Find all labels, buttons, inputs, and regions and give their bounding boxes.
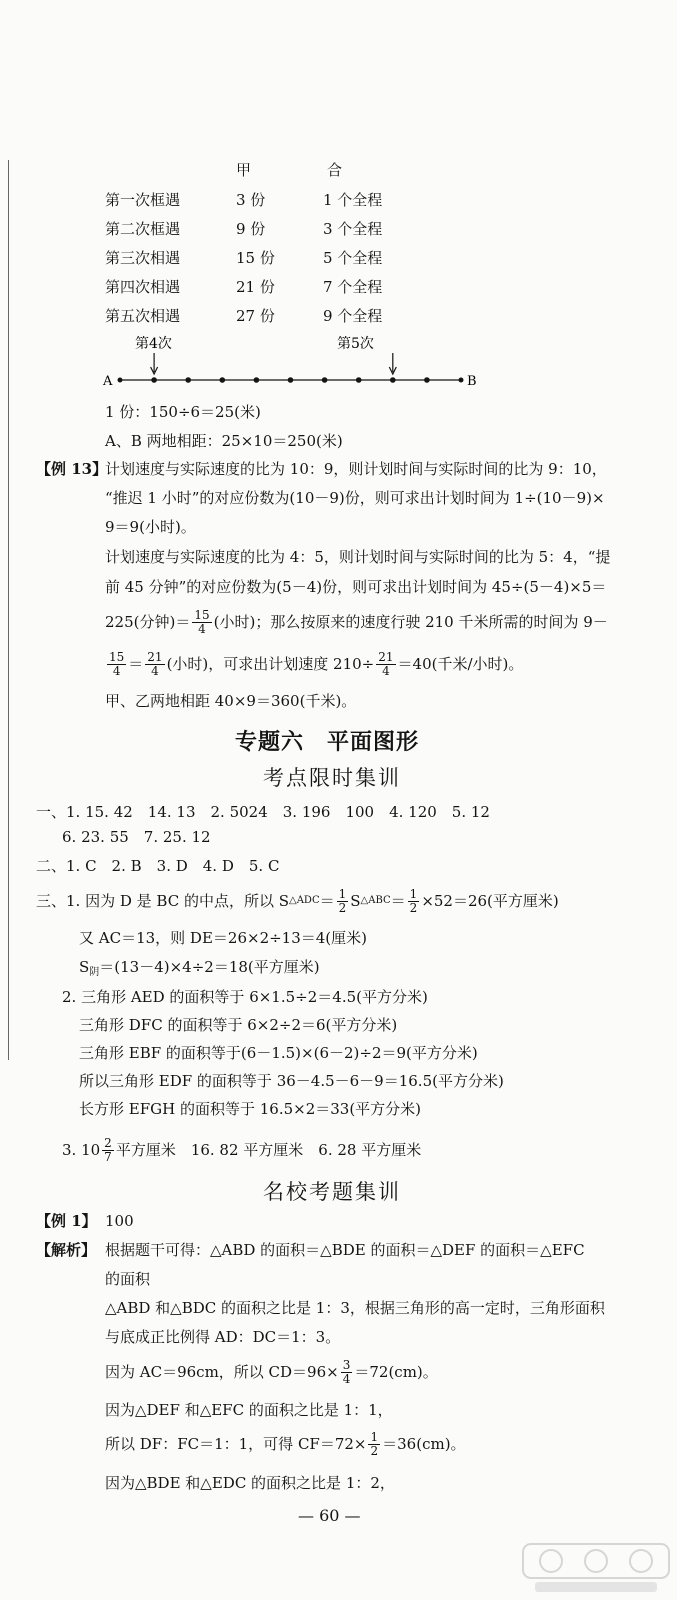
answer-line: 所以三角形 EDF 的面积等于 36－4.5－6－9＝16.5(平方分米) [79,1072,504,1090]
text-segment: ＝ [390,892,406,910]
numerator: 3 [342,1357,351,1372]
text-segment: ＝ [319,892,335,910]
table-row-label: 第二次框遇 [105,220,181,238]
fraction-3-4 [341,1359,353,1386]
fraction-15-4 [107,651,126,678]
table-cell: 15 份 [236,249,275,267]
subsection-title: 考点限时集训 [263,766,401,790]
table-cell: 9 个全程 [323,307,383,325]
section-title: 专题六 平面图形 [235,729,420,755]
answer-line [36,884,559,918]
table-header-jia: 甲 [236,161,252,179]
text-line: 9＝9(小时)。 [105,518,196,536]
denominator: 2 [338,900,347,915]
number-line-dot [220,377,226,383]
table-cell: 7 个全程 [323,278,383,296]
number-line-dot [118,378,123,383]
text-segment: 平方厘米 16. 82 平方厘米 6. 28 平方厘米 [115,1141,422,1159]
subsection-title: 名校考题集训 [263,1180,401,1204]
answer-line: 三角形 EBF 的面积等于(6－1.5)×(6－2)÷2＝9(平方分米) [79,1044,478,1062]
table-cell: 9 份 [236,220,266,238]
text-line: 因为△BDE 和△EDC 的面积之比是 1：2， [105,1474,395,1492]
numerator: 21 [147,649,163,664]
answer-line: 一、1. 15. 42 14. 13 2. 5024 3. 196 100 4. 120 5. 12 [36,803,490,821]
answer-line: 又 AC＝13，则 DE＝26×2÷13＝4(厘米) [79,929,368,947]
number-line-dot [390,377,396,383]
meeting-diagram [100,334,500,394]
watermark-logo [521,1540,671,1596]
number-line-dot [185,377,191,383]
text-segment: S [79,958,90,976]
text-line: “推迟 1 小时”的对应份数为(10－9)份，则可求出计划时间为 1÷(10－9)× [105,489,605,507]
mark-4-label: 第4次 [135,336,172,352]
denominator: 4 [112,663,121,678]
number-line-dot [254,377,260,383]
table-row-label: 第一次框遇 [105,191,181,209]
number-line-dot [459,378,464,383]
denominator: 2 [370,1443,379,1458]
text-segment: S [350,892,361,910]
numerator: 15 [194,607,210,622]
answer-line: 二、1. C 2. B 3. D 4. D 5. C [36,857,280,875]
answer-line: 2. 三角形 AED 的面积等于 6×1.5÷2＝4.5(平方分米) [62,988,428,1006]
text-segment: 三、1. 因为 D 是 BC 的中点，所以 S [36,892,290,910]
number-line-dot [288,377,294,383]
answer-line [62,1134,421,1166]
answer-line: 6. 23. 55 7. 25. 12 [62,828,211,846]
text-line [105,1428,466,1460]
fraction-21-4 [376,651,395,678]
numerator: 15 [109,649,125,664]
table-cell: 1 个全程 [323,191,383,209]
denominator: 4 [198,621,206,636]
fraction-21-4 [145,651,164,678]
table-cell: 27 份 [236,307,275,325]
table-cell: 21 份 [236,278,275,296]
text-line: A、B 两地相距：25×10＝250(米) [105,432,343,450]
numerator: 1 [370,1429,379,1444]
denominator: 4 [151,663,159,678]
answer-line: 长方形 EFGH 的面积等于 16.5×2＝33(平方分米) [79,1100,422,1118]
number-line-dot [322,377,328,383]
denominator: 4 [382,663,390,678]
answer-line [79,957,320,983]
text-line: 计划速度与实际速度的比为 10：9，则计划时间与实际时间的比为 9：10， [105,460,607,478]
text-line: 1 份：150÷6＝25(米) [105,403,261,421]
table-header-he: 合 [327,161,343,179]
example-13-tag: 【例 13】 [36,460,108,478]
text-segment: ×52＝26(平方厘米) [421,892,559,910]
text-line: △ABD 和△BDC 的面积之比是 1：3，根据三角形的高一定时，三角形面积 [105,1299,605,1317]
numerator: 21 [378,649,394,664]
fraction-2-7 [102,1137,114,1164]
text-line: 前 45 分钟”的对应份数为(5－4)份，则可求出计划时间为 45÷(5－4)×5＝ [105,578,607,596]
table-row-label: 第五次相遇 [105,307,181,325]
table-row-label: 第四次相遇 [105,278,181,296]
text-segment: 225(分钟)＝ [105,613,191,631]
text-line [105,1356,438,1388]
subscript: 阴 [89,967,100,978]
text-segment: (小时)；那么按原来的速度行驶 210 千米所需的时间为 9－ [213,613,608,631]
fraction-1-2 [337,888,349,915]
text-segment: 因为 AC＝96cm，所以 CD＝96× [105,1363,339,1381]
page-number: — 60 — [298,1506,361,1525]
text-segment: ＝36(cm)。 [382,1435,466,1453]
text-line: 计划速度与实际速度的比为 4：5，则计划时间与实际时间的比为 5：4，“提 [105,548,611,566]
margin-line [8,160,9,1060]
number-line-dot [424,377,430,383]
text-line: 甲、乙两地相距 40×9＝360(千米)。 [105,692,357,710]
point-a-label: A [103,374,113,389]
text-line: 与底成正比例得 AD：DC＝1：3。 [105,1328,341,1346]
denominator: 2 [409,900,418,915]
fraction-1-2 [368,1431,380,1458]
table-cell: 3 份 [236,191,266,209]
text-line [105,648,523,680]
numerator: 1 [409,886,418,901]
text-segment: (小时)，可求出计划速度 210÷ [166,655,375,673]
fraction-15-4 [192,609,211,636]
mark-5-label: 第5次 [337,336,374,352]
numerator: 1 [338,886,347,901]
number-line-dot [356,377,362,383]
text-line [105,606,608,638]
subscript: △ABC [360,895,391,906]
analysis-tag: 【解析】 [36,1241,97,1259]
text-line: 根据题干可得：△ABD 的面积＝△BDE 的面积＝△DEF 的面积＝△EFC [105,1241,585,1259]
text-segment: ＝ [128,655,144,673]
text-segment: ＝72(cm)。 [354,1363,438,1381]
subscript: △ADC [289,895,320,906]
text-segment: ＝40(千米/小时)。 [397,655,524,673]
text-segment: ＝(13－4)×4÷2＝18(平方厘米) [99,958,320,976]
numerator: 2 [104,1135,112,1150]
text-line: 因为△DEF 和△EFC 的面积之比是 1：1， [105,1401,393,1419]
answer-line: 100 [105,1212,134,1230]
text-segment: 3. 10 [62,1141,101,1159]
table-cell: 5 个全程 [323,249,383,267]
text-line: 的面积 [105,1270,151,1288]
table-cell: 3 个全程 [323,220,383,238]
number-line-dot [151,377,157,383]
fraction-1-2 [408,888,420,915]
denominator: 4 [342,1371,351,1386]
point-b-label: B [467,374,477,389]
denominator: 7 [104,1149,112,1164]
answer-line: 三角形 DFC 的面积等于 6×2÷2＝6(平方分米) [79,1016,398,1034]
table-row-label: 第三次相遇 [105,249,181,267]
text-segment: 所以 DF：FC＝1：1，可得 CF＝72× [105,1435,367,1453]
example-1-tag: 【例 1】 [36,1212,97,1230]
